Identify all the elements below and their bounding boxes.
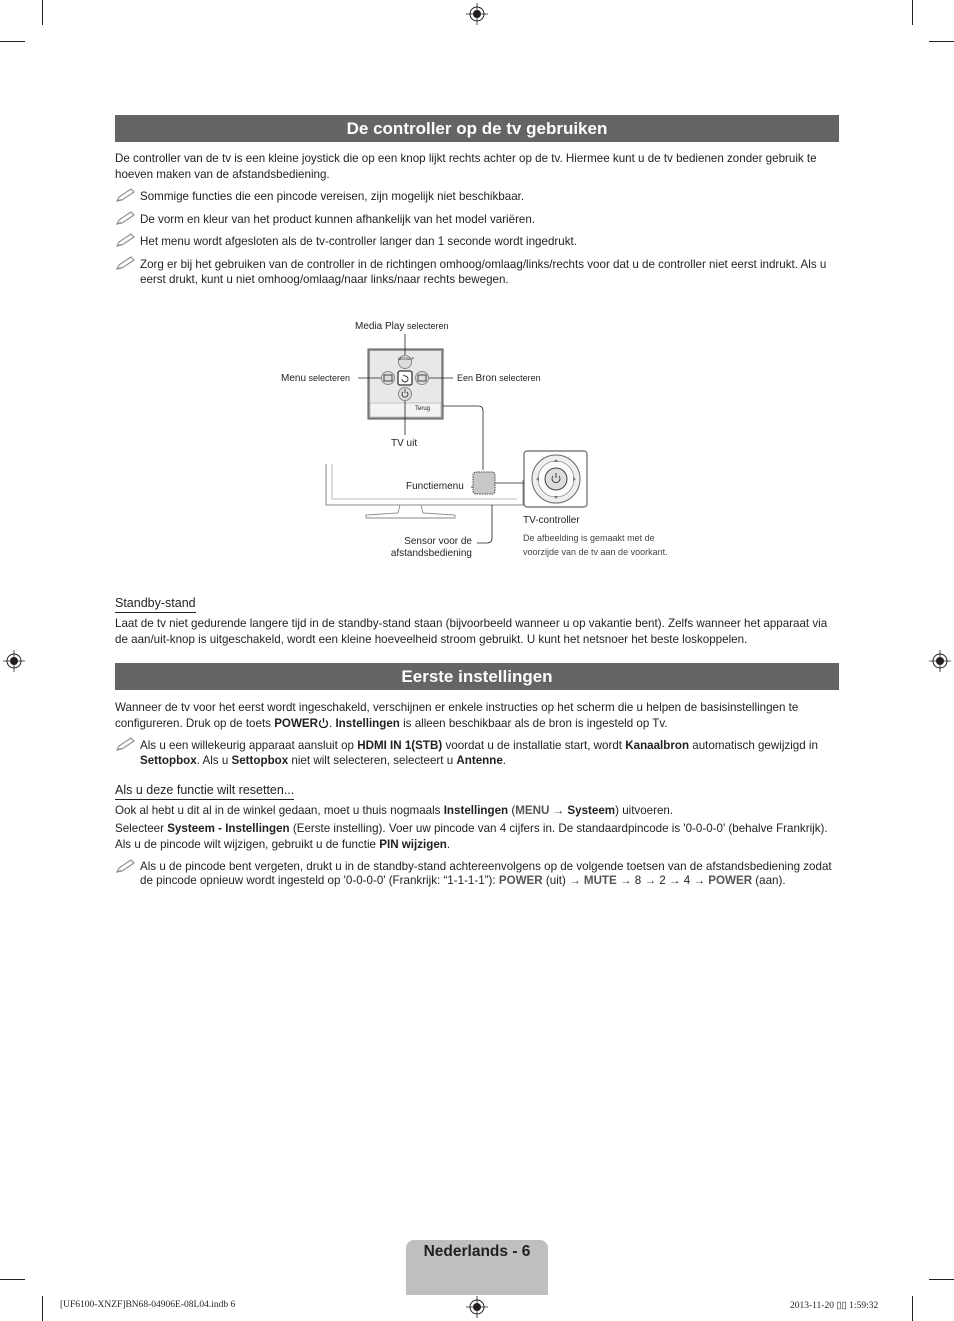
text-run: → (549, 804, 568, 817)
page-number-tab (406, 1240, 548, 1295)
label-menu-rest: selecteren (306, 373, 351, 383)
section-title-controller: De controller op de tv gebruiken (115, 115, 839, 142)
term-settopbox: Settopbox (140, 754, 197, 767)
text-run: Wanneer de tv voor het eerst wordt ingeschakeld, verschijnen er enkele instructies op het scherm die u helpen de basisinstellingen te configureren. Druk op de toets (115, 701, 799, 730)
label-media-play-rest: selecteren (404, 321, 449, 331)
label-source-pre: Een (457, 373, 476, 383)
text-run: . (446, 838, 451, 851)
term-systeem-instellingen: Systeem - Instellingen (167, 822, 290, 835)
text-run: (Eerste instelling). Voer uw pincode van 4 cijfers in. De standaardpincode is '0-0-0-0' (behalve Frankrijk). Als u de pincode wilt wijzigen, gebruikt u de functie (115, 822, 828, 851)
term-menu: MENU (515, 804, 550, 817)
registration-mark-icon (3, 650, 25, 672)
note-text: De vorm en kleur van het product kunnen afhankelijk van het model variëren. (140, 213, 536, 226)
text-run: automatisch gewijzigd in (689, 739, 818, 752)
registration-mark-icon (466, 1296, 488, 1318)
text-run: ) uitvoeren. (615, 804, 674, 817)
term-power: POWER (708, 874, 753, 887)
crop-mark (912, 1296, 913, 1321)
text-run: (uit) → (542, 874, 584, 887)
pencil-note-icon (115, 736, 137, 752)
standby-heading: Standby-stand (115, 595, 196, 613)
note-text: Zorg er bij het gebruiken van de controller in de richtingen omhoog/omlaag/links/rechts voor dat u de controller niet eerst indrukt. Als u eerst drukt, kunt u niet omhoog/omlaag/naar links/naar rechts bewegen. (140, 258, 827, 286)
note-item (115, 860, 839, 888)
setup-paragraph (115, 700, 839, 732)
power-key-label: POWER (274, 717, 318, 730)
print-slug-right: 2013-11-20 ▯▯ 1:59:32 (790, 1301, 879, 1311)
pencil-note-icon (115, 255, 137, 271)
crop-mark (912, 0, 913, 25)
label-controller-desc-line1: De afbeelding is gemaakt met de (523, 533, 655, 543)
note-text (140, 738, 839, 768)
pencil-note-icon (115, 858, 137, 874)
label-controller-desc-line2: voorzijde van de tv aan de voorkant. (523, 547, 668, 557)
text-run: → 8 → 2 → 4 → (616, 874, 709, 887)
label-media-play (355, 320, 449, 333)
section-title-first-setup: Eerste instellingen (115, 663, 839, 690)
registration-mark-icon (929, 650, 951, 672)
text-run: Ook al hebt u dit al in de winkel gedaan, moet u thuis nogmaals (115, 804, 444, 817)
page-number-label: Nederlands - 6 (423, 1243, 531, 1260)
crop-mark (929, 1279, 954, 1280)
intro-paragraph: De controller van de tv is een kleine joystick die op een knop lijkt rechts achter op de tv. Hiermee kunt u de tv bedienen zonder gebruik te hoeven maken van de afstandsbediening. (115, 152, 817, 181)
term-antenne: Antenne (456, 754, 503, 767)
note-item (115, 738, 839, 768)
osd-back-label: Terug (415, 406, 431, 412)
term-settopbox: Settopbox (231, 754, 289, 767)
label-source-rest: selecteren (496, 373, 541, 383)
text-run: is alleen beschikbaar als de bron is ingesteld op Tv. (399, 717, 668, 730)
crop-mark (0, 41, 25, 42)
note-item (115, 212, 839, 227)
reset-paragraph-1 (115, 803, 839, 819)
text-run: Selecteer (115, 822, 168, 835)
label-source-bold: Bron (475, 373, 497, 384)
text-run: . Als u (196, 754, 232, 767)
term-pin-wijzigen: PIN wijzigen (379, 838, 447, 851)
term-systeem: Systeem (567, 804, 616, 817)
registration-mark-icon (466, 3, 488, 25)
term-instellingen: Instellingen (335, 717, 400, 730)
crop-mark (42, 1296, 43, 1321)
crop-mark (42, 0, 43, 25)
crop-mark (929, 41, 954, 42)
label-source (457, 372, 541, 385)
term-mute: MUTE (583, 874, 617, 887)
pencil-note-icon (115, 187, 137, 203)
pencil-note-icon (115, 210, 137, 226)
power-icon (318, 717, 329, 728)
text-run: . (329, 717, 336, 730)
term-hdmi: HDMI IN 1(STB) (357, 739, 443, 752)
reset-heading: Als u deze functie wilt resetten... (115, 782, 294, 800)
label-sensor-line1: Sensor voor de (404, 536, 472, 547)
text-run: ( (508, 804, 516, 817)
osd-media-tag: MEDIA P (398, 356, 415, 361)
pencil-note-icon (115, 232, 137, 248)
note-text: Het menu wordt afgesloten als de tv-controller langer dan 1 seconde wordt ingedrukt. (140, 235, 577, 248)
text-run: niet wilt selecteren, selecteert u (288, 754, 457, 767)
note-text: Sommige functies die een pincode vereisen, zijn mogelijk niet beschikbaar. (140, 190, 525, 203)
label-tv-off: TV uit (391, 438, 418, 449)
label-sensor (376, 536, 472, 560)
note-item (115, 257, 839, 287)
text-run: voordat u de installatie start, wordt (442, 739, 626, 752)
label-menu (281, 372, 350, 385)
text-run: Als u een willekeurig apparaat aansluit op (140, 739, 358, 752)
note-item (115, 189, 839, 204)
controller-diagram (0, 300, 954, 580)
text-run: (aan). (752, 874, 786, 887)
note-item (115, 234, 839, 249)
label-media-play-bold: Media Play (355, 321, 405, 332)
label-menu-bold: Menu (281, 373, 307, 384)
label-function-menu: Functiemenu (406, 481, 464, 492)
text-run: Als u de pincode bent vergeten, drukt u in de standby-stand achtereenvolgens op de volgende toetsen van de afstandsbediening zodat de pincode opnieuw wordt ingesteld op '0-0-0-0' (Frankrijk: “1-1-1-1”): (140, 860, 832, 887)
term-instellingen: Instellingen (443, 804, 509, 817)
print-slug-left: [UF6100-XNZF]BN68-04906E-08L04.indb 6 (60, 1300, 236, 1310)
term-power: POWER (498, 874, 543, 887)
reset-paragraph-2 (115, 821, 839, 853)
text-run: . (502, 754, 506, 767)
standby-paragraph: Laat de tv niet gedurende langere tijd in de standby-stand staan (bijvoorbeeld wanneer u op vakantie bent). Zelfs wanneer het apparaat via de aan/uit-knop is uitgeschakeld, wordt een kleine hoeveelheid stroom gebruikt. U kunt het netsnoer het beste loskoppelen. (115, 617, 828, 646)
label-sensor-line2: afstandsbediening (390, 548, 472, 559)
label-tv-controller: TV-controller (523, 515, 580, 526)
note-text (140, 860, 839, 888)
crop-mark (0, 1279, 25, 1280)
term-kanaalbron: Kanaalbron (625, 739, 690, 752)
label-controller-desc (523, 531, 668, 559)
